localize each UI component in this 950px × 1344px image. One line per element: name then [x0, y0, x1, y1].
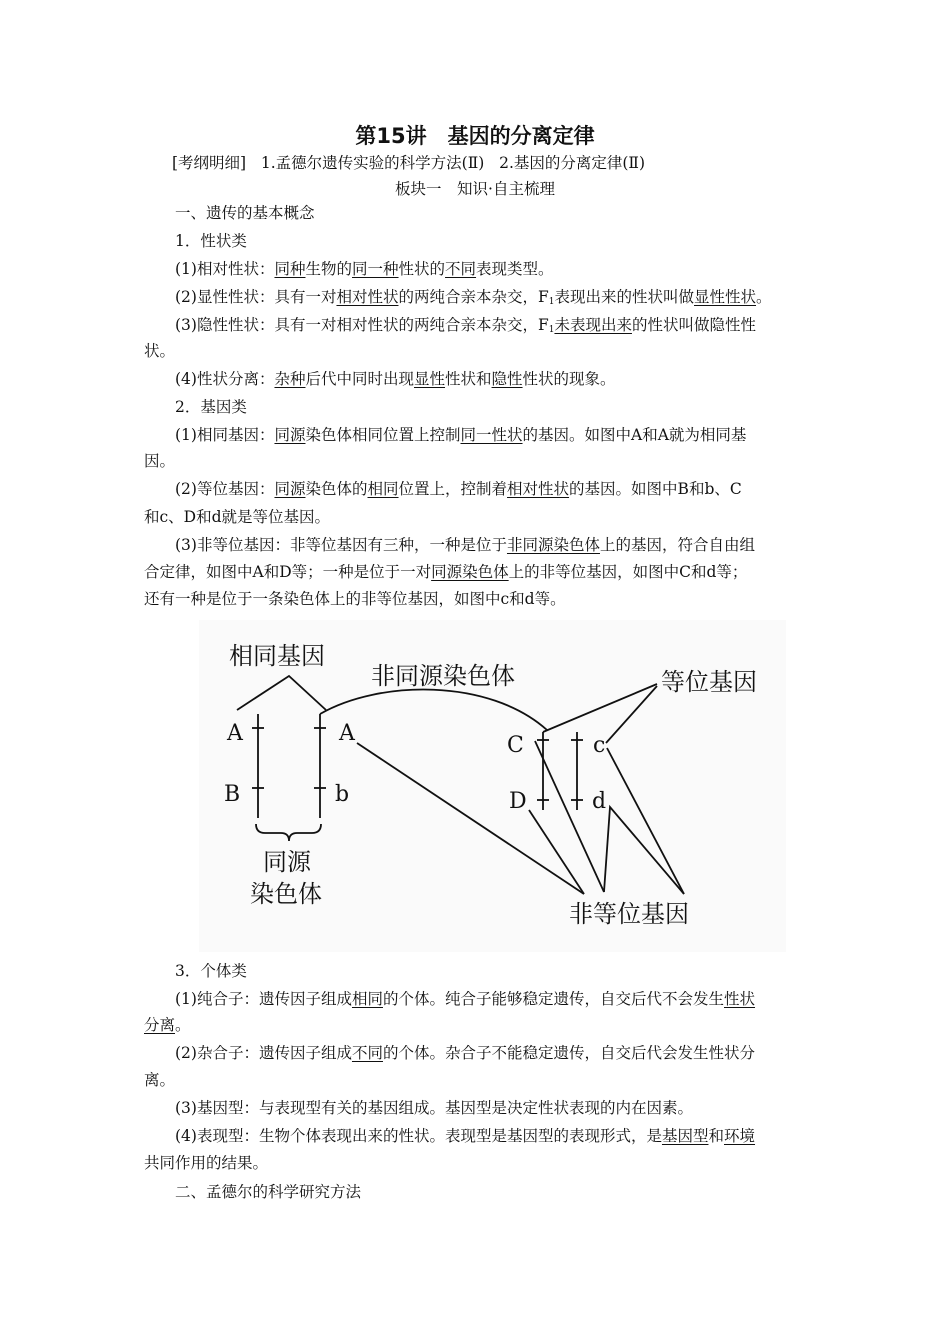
individual-heading: 3．个体类 — [175, 962, 247, 980]
answer: 相对性状 — [336, 288, 399, 306]
answer: 同源 — [274, 426, 306, 444]
text: 后代中同时出现 — [305, 370, 414, 388]
para-heterozygote-cont: 离。 — [144, 1071, 176, 1089]
non-allele-label: 非等位基因 — [569, 900, 689, 928]
text: 染色体相同位置上控制 — [305, 426, 461, 444]
answer: 显性性状 — [694, 288, 757, 306]
text: (1)纯合子：遗传因子组成 — [175, 990, 352, 1008]
text: (2)等位基因： — [175, 480, 275, 498]
para-allele — [175, 478, 742, 500]
text: 的性状叫做隐性性 — [631, 316, 756, 334]
homologous-label-2: 染色体 — [250, 880, 322, 908]
answer: 性状 — [724, 990, 756, 1008]
para-phenotype-cont: 共同作用的结果。 — [144, 1154, 269, 1172]
text: 和 — [708, 1127, 724, 1145]
text: 位置上，控制着 — [398, 480, 508, 498]
same-gene-pointer — [237, 676, 326, 710]
answer: 同一性状 — [460, 426, 523, 444]
gene-label-d: d — [592, 789, 607, 814]
para-genotype: (3)基因型：与表现型有关的基因组成。基因型是决定性状表现的内在因素。 — [175, 1099, 693, 1117]
trait-heading: 1．性状类 — [175, 232, 247, 250]
allele-pointer — [543, 684, 657, 732]
para-homozygote — [175, 988, 755, 1010]
para-recessive-trait-cont: 状。 — [144, 342, 176, 360]
answer: 未表现出来 — [554, 316, 632, 334]
text: 性状和 — [445, 370, 492, 388]
answer: 相对性状 — [507, 480, 570, 498]
text: 染色体的 — [305, 480, 368, 498]
gene-diagram — [199, 620, 786, 952]
para-same-gene — [175, 424, 746, 446]
subscript: 1 — [548, 297, 555, 307]
homologous-label-1: 同源 — [263, 848, 311, 876]
para-recessive-trait — [175, 314, 756, 341]
non-allele-pointer — [529, 810, 584, 894]
answer: 环境 — [724, 1127, 756, 1145]
para-phenotype — [175, 1125, 755, 1147]
syllabus-item-1: 1.孟德尔遗传实验的科学方法(Ⅱ) — [260, 154, 485, 172]
para-allele-cont: 和c、D和d就是等位基因。 — [144, 508, 331, 526]
allele-label: 等位基因 — [661, 668, 757, 696]
gene-label-B: B — [224, 782, 241, 807]
gene-label-D: D — [509, 789, 527, 814]
non-homologous-label: 非同源染色体 — [371, 662, 515, 690]
para-non-allele-cont-2: 还有一种是位于一条染色体上的非等位基因，如图中c和d等。 — [144, 590, 566, 608]
text: (3)非等位基因：非等位基因有三种，一种是位于 — [175, 536, 507, 554]
text: 表现类型。 — [476, 260, 554, 278]
answer: 不同 — [445, 260, 477, 278]
section-heading-1: 一、遗传的基本概念 — [175, 204, 315, 222]
syllabus-line — [172, 152, 645, 174]
para-non-allele-cont-1 — [144, 561, 747, 583]
text: 上的非等位基因，如图中C和d等； — [508, 563, 748, 581]
text: 的两纯合亲本杂交，F — [398, 288, 549, 306]
answer: 隐性 — [491, 370, 523, 388]
text: 生物的 — [305, 260, 352, 278]
gene-label-A: A — [339, 721, 355, 746]
block-header: 板块一 知识·自主梳理 — [395, 180, 555, 198]
para-trait-segregation — [175, 368, 616, 390]
homologous-brace — [256, 824, 321, 841]
para-heterozygote — [175, 1042, 755, 1064]
para-same-gene-cont: 因。 — [144, 452, 176, 470]
text: (1)相对性状： — [175, 260, 275, 278]
answer: 非同源染色体 — [506, 536, 600, 554]
answer: 显性 — [414, 370, 446, 388]
text: 的个体。纯合子能够稳定遗传，自交后代不会发生 — [382, 990, 724, 1008]
answer: 分离 — [144, 1016, 176, 1034]
syllabus-tag: [考纲明细] — [172, 154, 247, 172]
gene-label-A: A — [227, 721, 243, 746]
gene-label-c: c — [593, 733, 606, 758]
answer: 同种 — [274, 260, 306, 278]
non-allele-pointer — [607, 748, 684, 894]
text: 的基因。如图中A和A就为相同基 — [522, 426, 747, 444]
text: 合定律，如图中A和D等；一种是位于一对 — [144, 563, 432, 581]
gene-heading: 2．基因类 — [175, 398, 247, 416]
answer: 相同 — [367, 480, 399, 498]
syllabus-item-2: 2.基因的分离定律(Ⅱ) — [499, 154, 646, 172]
text: (1)相同基因： — [175, 426, 275, 444]
text: 性状的 — [398, 260, 446, 278]
page-title: 第15讲 基因的分离定律 — [355, 124, 595, 148]
text: (2)杂合子：遗传因子组成 — [175, 1044, 352, 1062]
text: (3)隐性性状：具有一对相对性状的两纯合亲本杂交，F — [175, 316, 549, 334]
answer: 不同 — [351, 1044, 383, 1062]
answer: 基因型 — [661, 1127, 709, 1145]
text: 性状的现象。 — [522, 370, 616, 388]
para-dominant-trait — [175, 286, 772, 313]
answer: 杂种 — [274, 370, 306, 388]
gene-label-C: C — [507, 733, 524, 758]
text: 的基因。如图中B和b、C — [569, 480, 742, 498]
answer: 同一种 — [352, 260, 399, 278]
text: 上的基因，符合自由组 — [599, 536, 755, 554]
section-heading-2: 二、孟德尔的科学研究方法 — [175, 1183, 362, 1201]
answer: 同源 — [274, 480, 306, 498]
text: (2)显性性状：具有一对 — [175, 288, 337, 306]
text: 。 — [175, 1016, 191, 1034]
para-non-allele — [175, 534, 755, 556]
text: 表现出来的性状叫做 — [554, 288, 694, 306]
gene-label-b: b — [335, 782, 350, 807]
text: (4)性状分离： — [175, 370, 275, 388]
text: 。 — [756, 288, 772, 306]
para-homozygote-cont — [144, 1014, 191, 1036]
subscript: 1 — [548, 325, 555, 335]
text: 的个体。杂合子不能稳定遗传，自交后代会发生性状分 — [382, 1044, 755, 1062]
answer: 相同 — [351, 990, 383, 1008]
text: (4)表现型：生物个体表现出来的性状。表现型是基因型的表现形式，是 — [175, 1127, 662, 1145]
para-relative-trait — [175, 258, 554, 280]
answer: 同源染色体 — [431, 563, 509, 581]
non-allele-pointer — [357, 743, 584, 894]
same-gene-label: 相同基因 — [229, 642, 325, 670]
